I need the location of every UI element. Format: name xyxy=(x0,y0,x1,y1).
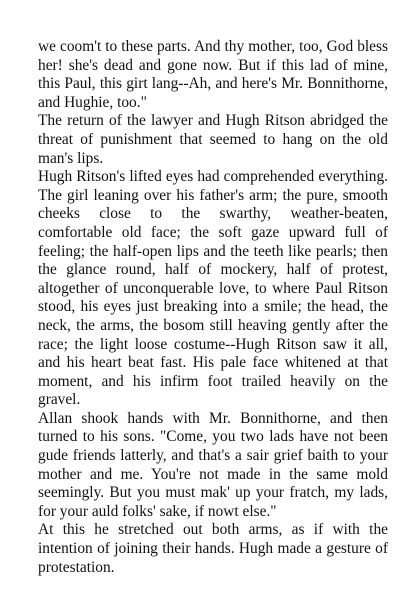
page-text xyxy=(38,38,388,577)
paragraph-4: Allan shook hands with Mr. Bonnithorne, and then turned to his sons. "Come, you two lads have not been gude friends latterly, and that's a sair grief baith to your mother and me. You're not made in the same mold seemingly. But you must mak' up your fratch, my lads, for your auld folks' sake, if nowt else." xyxy=(38,409,388,520)
paragraph-2: The return of the lawyer and Hugh Ritson abridged the threat of punishment that seemed to hang on the old man's lips. xyxy=(38,112,388,167)
paragraph-3: Hugh Ritson's lifted eyes had comprehended everything. The girl leaning over his father's arm; the pure, smooth cheeks close to the swarthy, weather-beaten, comfortable old face; the soft gaze upward full of feeling; the half-open lips and the teeth like pearls; then the glance round, half of mockery, half of protest, altogether of unconquerable love, to where Paul Ritson stood, his eyes just breaking into a smile; the head, the neck, the arms, the bosom still heaving gently after the race; the light loose costume--Hugh Ritson saw it all, and his heart beat fast. His pale face whitened at that moment, and his infirm foot trailed heavily on the gravel. xyxy=(38,168,388,409)
paragraph-5: At this he stretched out both arms, as if with the intention of joining their hands. Hugh made a gesture of protestation. xyxy=(38,521,388,576)
paragraph-1: we coom't to these parts. And thy mother, too, God bless her! she's dead and gone now. But if this lad of mine, this Paul, this girt lang--Ah, and here's Mr. Bonnithorne, and Hughie, too." xyxy=(38,38,388,111)
